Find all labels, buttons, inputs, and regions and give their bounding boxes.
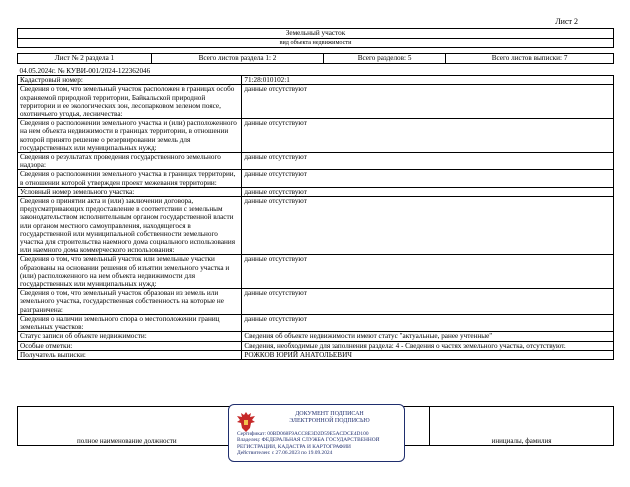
table-row (18, 85, 614, 119)
cadastral-value: 71:28:010102:1 (242, 76, 614, 85)
row-label: Сведения о расположении земельного участка и (или) расположенного на нем объекта недвижимости в границах территории, в отношении которой принято решение о резервировании земель для государственных или муниципальных нужд: (18, 119, 242, 153)
table-row (18, 332, 614, 341)
table-row (18, 341, 614, 350)
stamp-owner-line-1: Владелец: ФЕДЕРАЛЬНАЯ СЛУЖБА ГОСУДАРСТВЕННОЙ (237, 437, 380, 444)
sheet-counts (17, 53, 614, 64)
name-caption: инициалы, фамилия (430, 437, 614, 446)
stamp-title: ДОКУМЕНТ ПОДПИСАН (295, 411, 364, 417)
object-title: Земельный участок (18, 29, 614, 39)
name-cell (430, 407, 614, 438)
table-row (18, 197, 614, 255)
row-value: Сведения, необходимые для заполнения раздела: 4 - Сведения о частях земельного участка, отсутствуют. (242, 341, 614, 350)
table-row (18, 170, 614, 187)
position-cell (18, 407, 237, 438)
table-row (18, 119, 614, 153)
row-value: данные отсутствуют (242, 197, 614, 255)
cadastral-label: Кадастровый номер: (18, 76, 242, 85)
table-row (18, 76, 614, 85)
row-value: данные отсутствуют (242, 85, 614, 119)
row-value: данные отсутствуют (242, 153, 614, 170)
sheets-in-extract: Всего листов выписки: 7 (446, 54, 614, 64)
object-header (17, 28, 614, 48)
document-reference: 04.05.2024г. № КУВИ-001/2024-122362046 (18, 67, 614, 76)
row-label: Статус записи об объекте недвижимости: (18, 332, 242, 341)
row-label: Особые отметки: (18, 341, 242, 350)
row-value: РОЖКОВ ЮРИЙ АНАТОЛЬЕВИЧ (242, 350, 614, 359)
sheets-in-section: Всего листов раздела 1: 2 (151, 54, 323, 64)
table-row (18, 255, 614, 289)
table-row (18, 187, 614, 196)
table-row (18, 350, 614, 359)
row-value: данные отсутствуют (242, 289, 614, 315)
table-row (18, 289, 614, 315)
row-label: Условный номер земельного участка: (18, 187, 242, 196)
row-label: Сведения о том, что земельный участок образован из земель или земельного участка, государственная собственность на которые не разграничена: (18, 289, 242, 315)
stamp-subtitle: ЭЛЕКТРОННОЙ ПОДПИСЬЮ (289, 418, 370, 424)
sheet-of-section: Лист № 2 раздела 1 (18, 54, 152, 64)
table-row (18, 314, 614, 331)
row-label: Сведения о принятии акта и (или) заключении договора, предусматривающих предоставление в соответствии с земельным законодательством исполнительным органом государственной власти или органом местного самоуправления, находящегося в государственной или муниципальной собственности земельного участка для строительства наемного дома социального использования или наемного дома коммерческого использования: (18, 197, 242, 255)
sections-total: Всего разделов: 5 (324, 54, 446, 64)
row-value: Сведения об объекте недвижимости имеют статус "актуальные, ранее учтенные" (242, 332, 614, 341)
row-label: Сведения о том, что земельный участок расположен в границах особо охраняемой природной территории, Байкальской природной территории и ее экологических зон, лесопарковом зеленом поясе, охотничьего угодья, лесничества: (18, 85, 242, 119)
stamp-owner-line-2: РЕГИСТРАЦИИ, КАДАСТРА И КАРТОГРАФИИ (237, 443, 351, 450)
table-row (18, 153, 614, 170)
row-value: данные отсутствуют (242, 170, 614, 187)
stamp-validity: Действителен: с 27.06.2023 по 19.09.2024 (237, 450, 333, 457)
row-label: Сведения о том, что земельный участок или земельные участки образованы на основании решения об изъятии земельного участка и (или) расположенного на нем объекта недвижимости для государственных или муниципальных нужд: (18, 255, 242, 289)
electronic-signature-stamp (228, 404, 405, 462)
row-label: Сведения о расположении земельного участка в границах территории, в отношении которой утвержден проект межевания территории: (18, 170, 242, 187)
sheet-number: Лист 2 (555, 17, 578, 26)
row-label: Получатель выписки: (18, 350, 242, 359)
stamp-details (237, 431, 400, 457)
row-value: данные отсутствуют (242, 187, 614, 196)
object-subtitle: вид объекта недвижимости (18, 39, 614, 48)
row-label: Сведения о наличии земельного спора о местоположении границ земельных участков: (18, 314, 242, 331)
stamp-certificate: Сертификат: 00BD068F9ACC8E3D2D59E5ACDCE4D100 (237, 431, 369, 437)
position-caption: полное наименование должности (18, 437, 237, 446)
row-value: данные отсутствуют (242, 119, 614, 153)
row-label: Сведения о результатах проведения государственного земельного надзора: (18, 153, 242, 170)
row-value: данные отсутствуют (242, 255, 614, 289)
details-table (17, 67, 614, 360)
row-value: данные отсутствуют (242, 314, 614, 331)
